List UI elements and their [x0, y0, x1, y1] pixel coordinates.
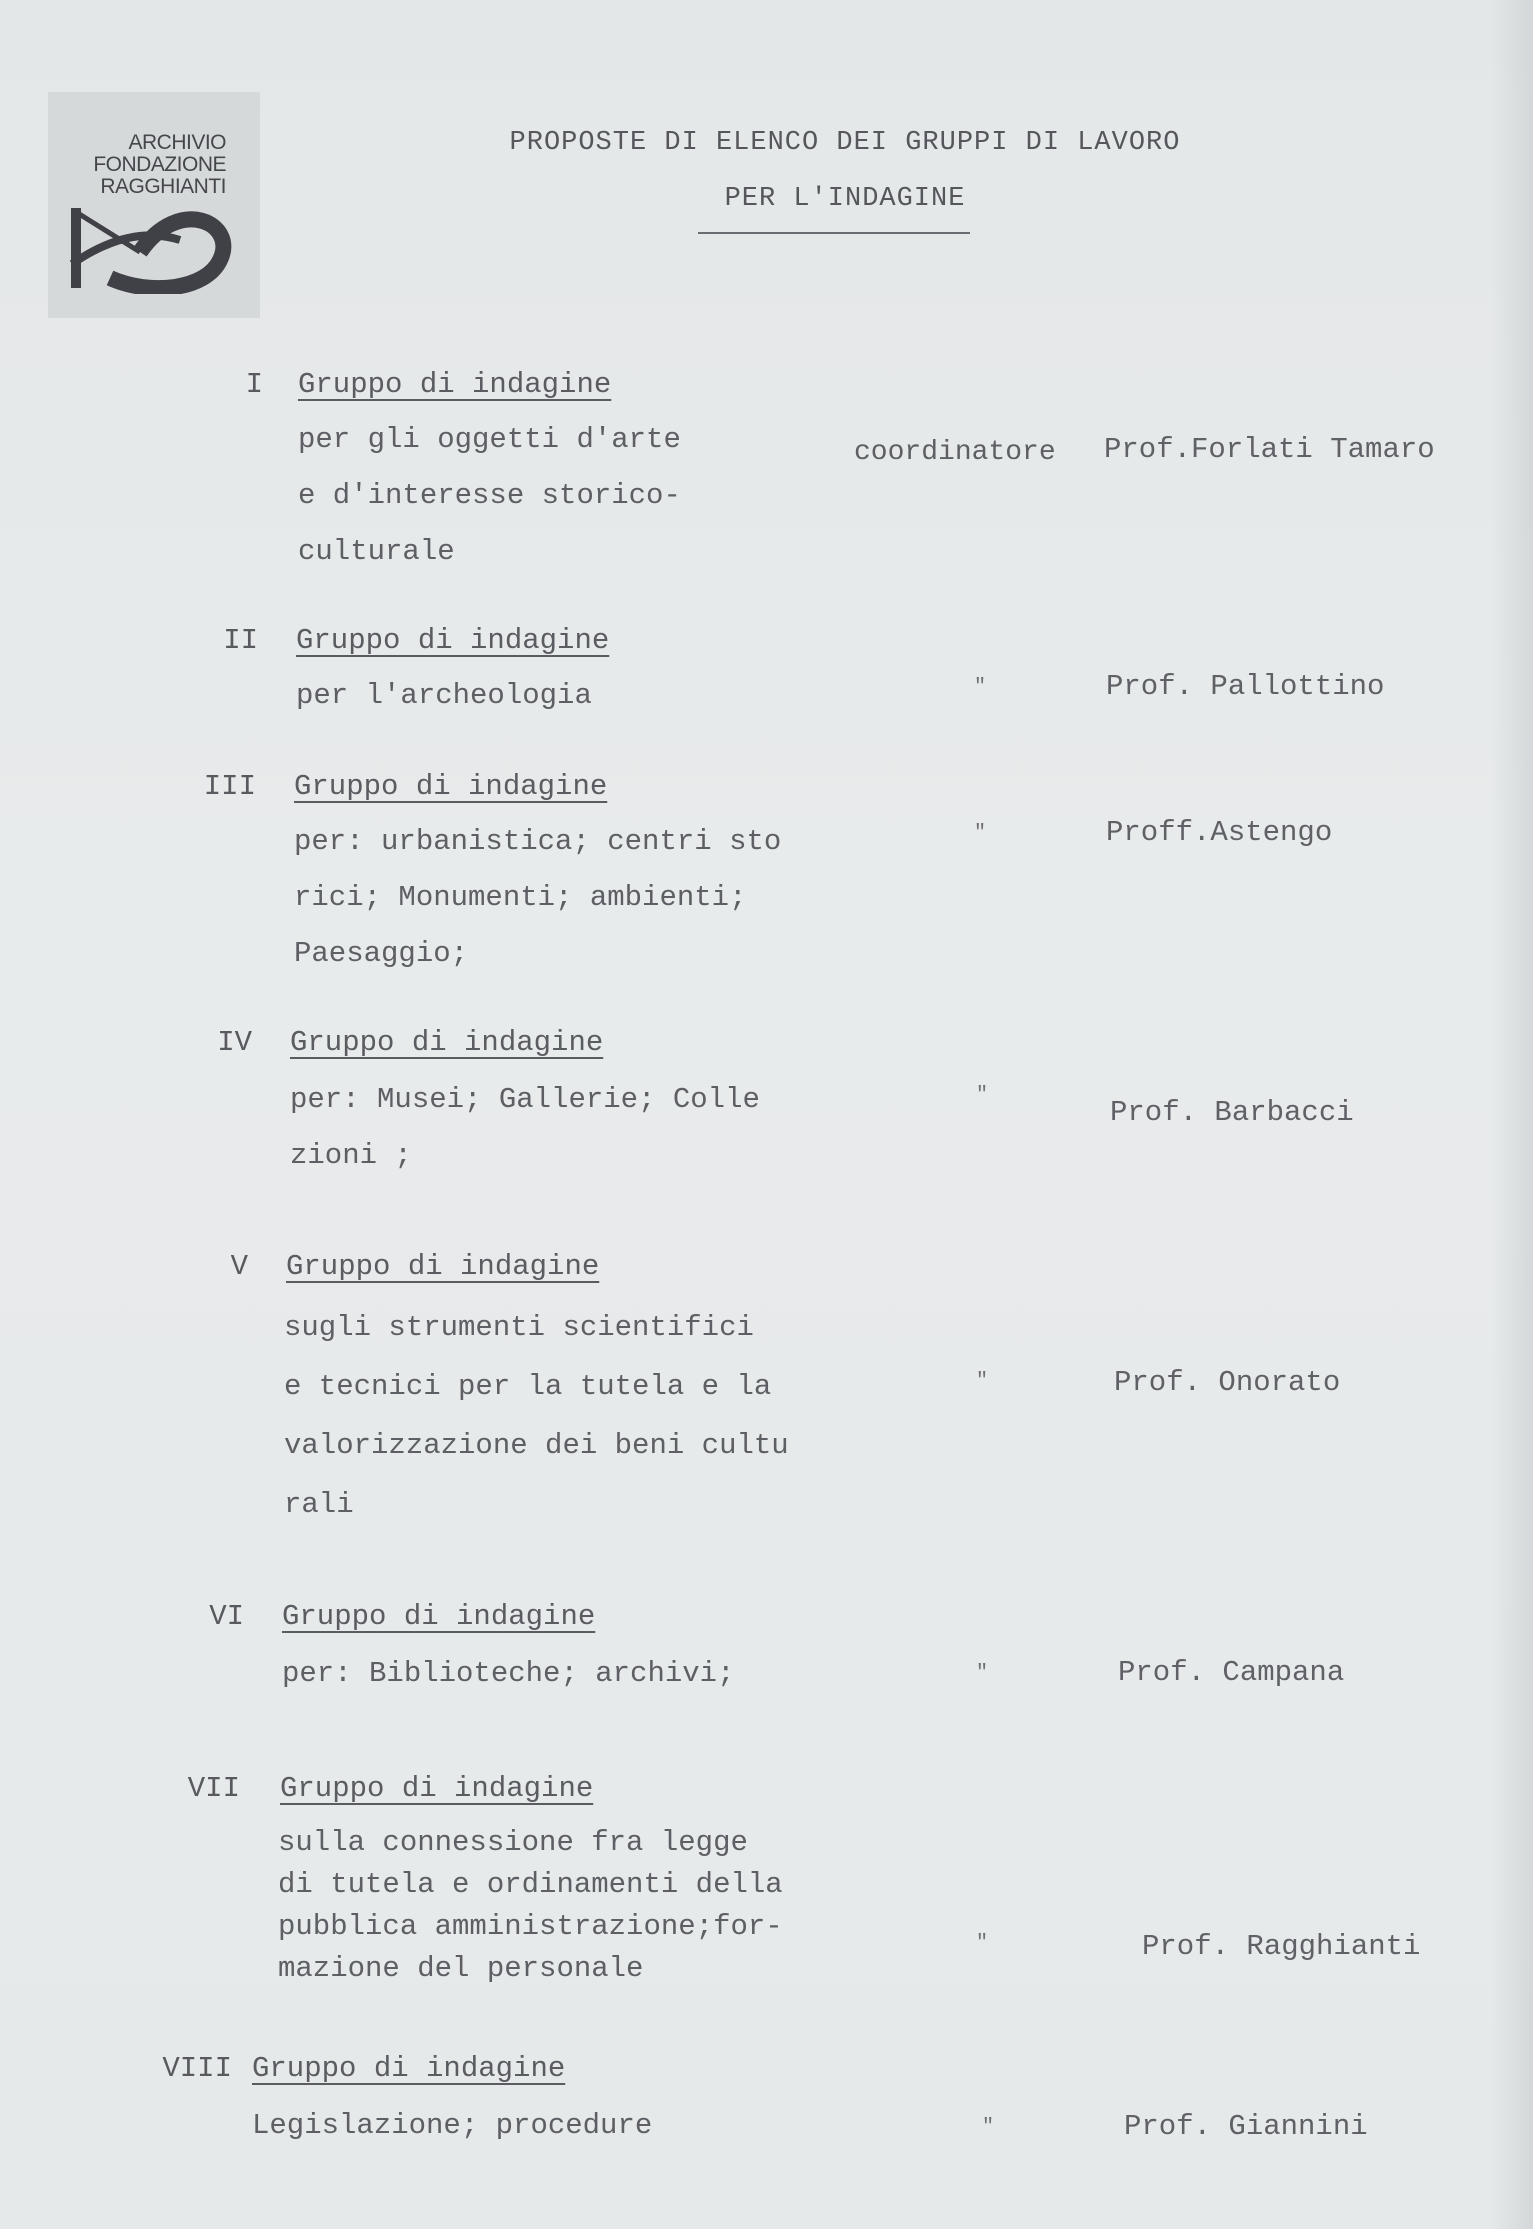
coordinator-name: Prof. Campana: [1118, 1656, 1345, 1689]
page-subtitle: PER L'INDAGINE: [724, 184, 966, 214]
group-title: Gruppo di indagine: [280, 1772, 594, 1805]
group-title: Gruppo di indagine: [282, 1600, 596, 1633]
coordinator-name: Proff.Astengo: [1106, 816, 1333, 849]
logo-line-1: ARCHIVIO: [128, 131, 226, 154]
group-numeral: VI: [209, 1600, 244, 1633]
ditto-mark: ": [976, 1370, 989, 1393]
group-description: sulla connessione fra legge di tutela e ordinamenti della pubblica amministrazione;for- mazione del personale: [278, 1826, 783, 1985]
ditto-mark: ": [982, 2116, 995, 2139]
group-numeral: V: [230, 1250, 248, 1283]
coordinator-name: Prof. Onorato: [1114, 1366, 1341, 1399]
ditto-mark: ": [974, 676, 987, 699]
ditto-mark: ": [976, 1662, 989, 1685]
page-title: PROPOSTE DI ELENCO DEI GRUPPI DI LAVORO: [509, 128, 1181, 158]
group-title: Gruppo di indagine: [296, 624, 610, 657]
ragghianti-logo-icon: [70, 204, 236, 294]
coordinator-name: Prof.Forlati Tamaro: [1104, 433, 1435, 466]
page-edge-shadow: [1490, 0, 1533, 2229]
coordinator-name: Prof. Giannini: [1124, 2110, 1368, 2143]
group-description: per: Musei; Gallerie; Colle zioni ;: [290, 1083, 760, 1172]
group-numeral: VIII: [162, 2052, 232, 2085]
logo-line-3: RAGGHIANTI: [100, 175, 226, 198]
ditto-mark: ": [976, 1932, 989, 1955]
coordinator-name: Prof. Pallottino: [1106, 670, 1385, 703]
group-description: per: Biblioteche; archivi;: [282, 1657, 735, 1690]
title-underline: [698, 232, 970, 234]
coordinator-label: coordinatore: [854, 437, 1056, 468]
group-title: Gruppo di indagine: [290, 1026, 604, 1059]
group-numeral: IV: [217, 1026, 252, 1059]
group-description: per: urbanistica; centri sto rici; Monumenti; ambienti; Paesaggio;: [294, 825, 782, 970]
group-description: sugli strumenti scientifici e tecnici per la tutela e la valorizzazione dei beni cultu rali: [284, 1311, 789, 1521]
group-title: Gruppo di indagine: [298, 368, 612, 401]
group-title: Gruppo di indagine: [252, 2052, 566, 2085]
group-description: Legislazione; procedure: [252, 2109, 653, 2142]
group-numeral: III: [203, 770, 256, 803]
group-numeral: I: [245, 368, 263, 401]
group-title: Gruppo di indagine: [294, 770, 608, 803]
group-numeral: II: [223, 624, 258, 657]
ditto-mark: ": [974, 822, 987, 845]
group-title: Gruppo di indagine: [286, 1250, 600, 1283]
group-numeral: VII: [187, 1772, 240, 1805]
ditto-mark: ": [976, 1084, 989, 1107]
coordinator-name: Prof. Ragghianti: [1142, 1930, 1421, 1963]
group-description: per gli oggetti d'arte e d'interesse storico- culturale: [298, 423, 681, 568]
logo-line-2: FONDAZIONE: [93, 153, 226, 176]
coordinator-name: Prof. Barbacci: [1110, 1096, 1354, 1129]
group-description: per l'archeologia: [296, 679, 592, 712]
